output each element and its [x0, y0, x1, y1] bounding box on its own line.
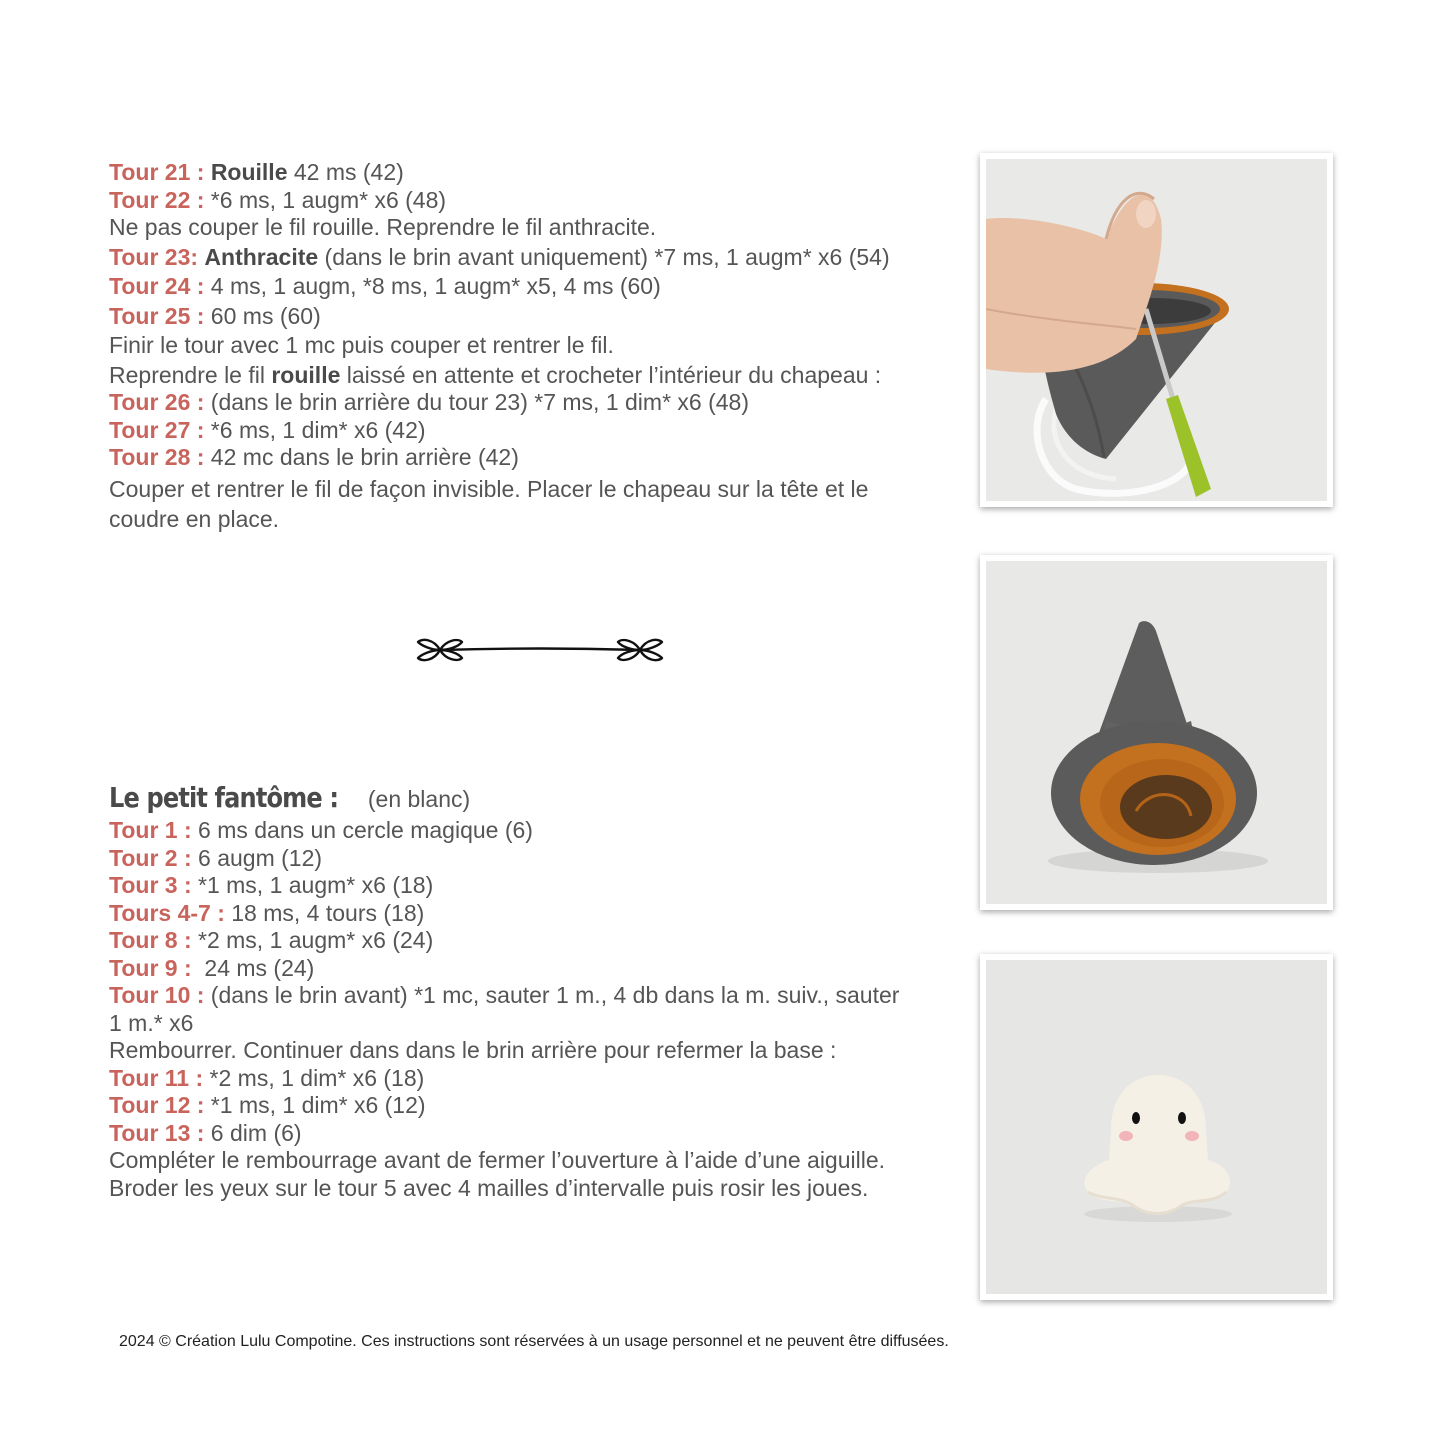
- round-label: Tour 13 :: [109, 1119, 205, 1146]
- instruction-line: [109, 872, 969, 900]
- instruction-line: [109, 444, 969, 472]
- instruction-line: [109, 1175, 969, 1203]
- section-subtitle: (en blanc): [361, 786, 471, 812]
- round-label: Tour 23:: [109, 243, 199, 270]
- round-text: *1 ms, 1 augm* x6 (18): [191, 872, 434, 898]
- instruction-line: [109, 474, 939, 534]
- round-text: Couper et rentrer le fil de façon invisible. Placer le chapeau sur la tête et le coudre en place.: [109, 475, 869, 532]
- round-text: Reprendre le fil: [109, 361, 272, 388]
- instruction-line: [109, 1147, 969, 1175]
- instruction-line: [109, 187, 969, 215]
- round-label: Tour 22 :: [109, 186, 205, 213]
- round-label: Tours 4-7 :: [109, 899, 225, 926]
- instruction-line: [109, 1037, 969, 1065]
- round-label: Tour 3 :: [109, 872, 192, 898]
- round-label: Tour 25 :: [109, 302, 205, 329]
- round-label: Tour 10 :: [109, 982, 205, 1008]
- round-text: 24 ms (24): [191, 954, 315, 981]
- round-text: 18 ms, 4 tours (18): [224, 899, 425, 926]
- round-text: *2 ms, 1 dim* x6 (18): [203, 1064, 425, 1091]
- round-text: *1 ms, 1 dim* x6 (12): [204, 1092, 426, 1118]
- instruction-line: [109, 982, 909, 1037]
- round-label: Tour 24 :: [109, 273, 205, 299]
- instruction-line: [109, 417, 969, 445]
- color-name: rouille: [271, 361, 341, 388]
- round-label: Tour 11 :: [109, 1064, 204, 1091]
- round-text: Finir le tour avec 1 mc puis couper et rentrer le fil.: [109, 332, 614, 358]
- section-heading: [109, 780, 969, 817]
- round-text: Rembourrer. Continuer dans dans le brin arrière pour refermer la base :: [109, 1037, 837, 1063]
- round-label: Tour 1 :: [109, 817, 192, 843]
- ghost-instructions: [109, 780, 969, 1202]
- photo-frame: [980, 954, 1333, 1300]
- instruction-line: [109, 362, 969, 390]
- round-label: Tour 2 :: [109, 844, 192, 871]
- round-text: 60 ms (60): [204, 302, 321, 329]
- instruction-line: [109, 214, 969, 242]
- photo-witch-hat-icon: [986, 561, 1327, 904]
- section-title: Le petit fantôme :: [109, 781, 339, 814]
- instruction-line: [109, 817, 969, 845]
- round-label: Tour 21 :: [109, 159, 205, 185]
- copyright-footer: 2024 © Création Lulu Compotine. Ces instructions sont réservées à un usage personnel et ne peuvent être diffusées.: [119, 1333, 949, 1350]
- instruction-line: [109, 273, 969, 301]
- instruction-line: [109, 1092, 969, 1120]
- round-label: Tour 8 :: [109, 927, 192, 953]
- round-text: 6 augm (12): [191, 844, 323, 871]
- round-label: Tour 9 :: [109, 954, 192, 981]
- round-text: 42 mc dans le brin arrière (42): [204, 444, 519, 470]
- round-text: laissé en attente et crocheter l’intérieur du chapeau :: [340, 361, 882, 388]
- round-text: *2 ms, 1 augm* x6 (24): [191, 927, 434, 953]
- hat-instructions: [109, 159, 969, 534]
- instruction-line: [109, 244, 969, 272]
- round-text: Compléter le rembourrage avant de fermer l’ouverture à l’aide d’une aiguille.: [109, 1147, 886, 1173]
- instruction-line: [109, 332, 969, 360]
- instruction-line: [109, 159, 969, 187]
- round-text: 6 dim (6): [204, 1119, 302, 1146]
- round-text: Ne pas couper le fil rouille. Reprendre le fil anthracite.: [109, 214, 657, 240]
- round-text: Broder les yeux sur le tour 5 avec 4 mailles d’intervalle puis rosir les joues.: [109, 1174, 869, 1201]
- round-text: 6 ms dans un cercle magique (6): [191, 817, 533, 843]
- round-text: 4 ms, 1 augm, *8 ms, 1 augm* x5, 4 ms (60): [204, 273, 661, 299]
- round-text: 42 ms (42): [287, 159, 404, 185]
- instruction-line: [109, 1120, 969, 1148]
- instruction-line: [109, 955, 969, 983]
- instruction-line: [109, 1065, 969, 1093]
- round-text: (dans le brin arrière du tour 23) *7 ms, 1 dim* x6 (48): [204, 389, 749, 415]
- round-text: *6 ms, 1 dim* x6 (42): [204, 416, 426, 443]
- round-text: *6 ms, 1 augm* x6 (48): [204, 186, 447, 213]
- round-text: (dans le brin avant uniquement) *7 ms, 1 augm* x6 (54): [318, 243, 890, 270]
- instruction-line: [109, 927, 969, 955]
- color-name: Anthracite: [204, 243, 319, 270]
- photo-frame: [980, 555, 1333, 910]
- instruction-line: [109, 389, 969, 417]
- color-name: Rouille: [210, 159, 288, 185]
- photo-frame: [980, 153, 1333, 507]
- instruction-line: [109, 900, 969, 928]
- round-label: Tour 27 :: [109, 416, 205, 443]
- instruction-line: [109, 845, 969, 873]
- instruction-line: [109, 303, 969, 331]
- round-label: Tour 28 :: [109, 444, 205, 470]
- round-label: Tour 12 :: [109, 1092, 205, 1118]
- photo-ghost-icon: [986, 960, 1327, 1294]
- ornament-divider-icon: [412, 628, 668, 672]
- photo-hat-crochet-hook-icon: [986, 159, 1327, 501]
- round-label: Tour 26 :: [109, 389, 205, 415]
- round-text: (dans le brin avant) *1 mc, sauter 1 m., 4 db dans la m. suiv., sauter 1 m.* x6: [109, 982, 900, 1036]
